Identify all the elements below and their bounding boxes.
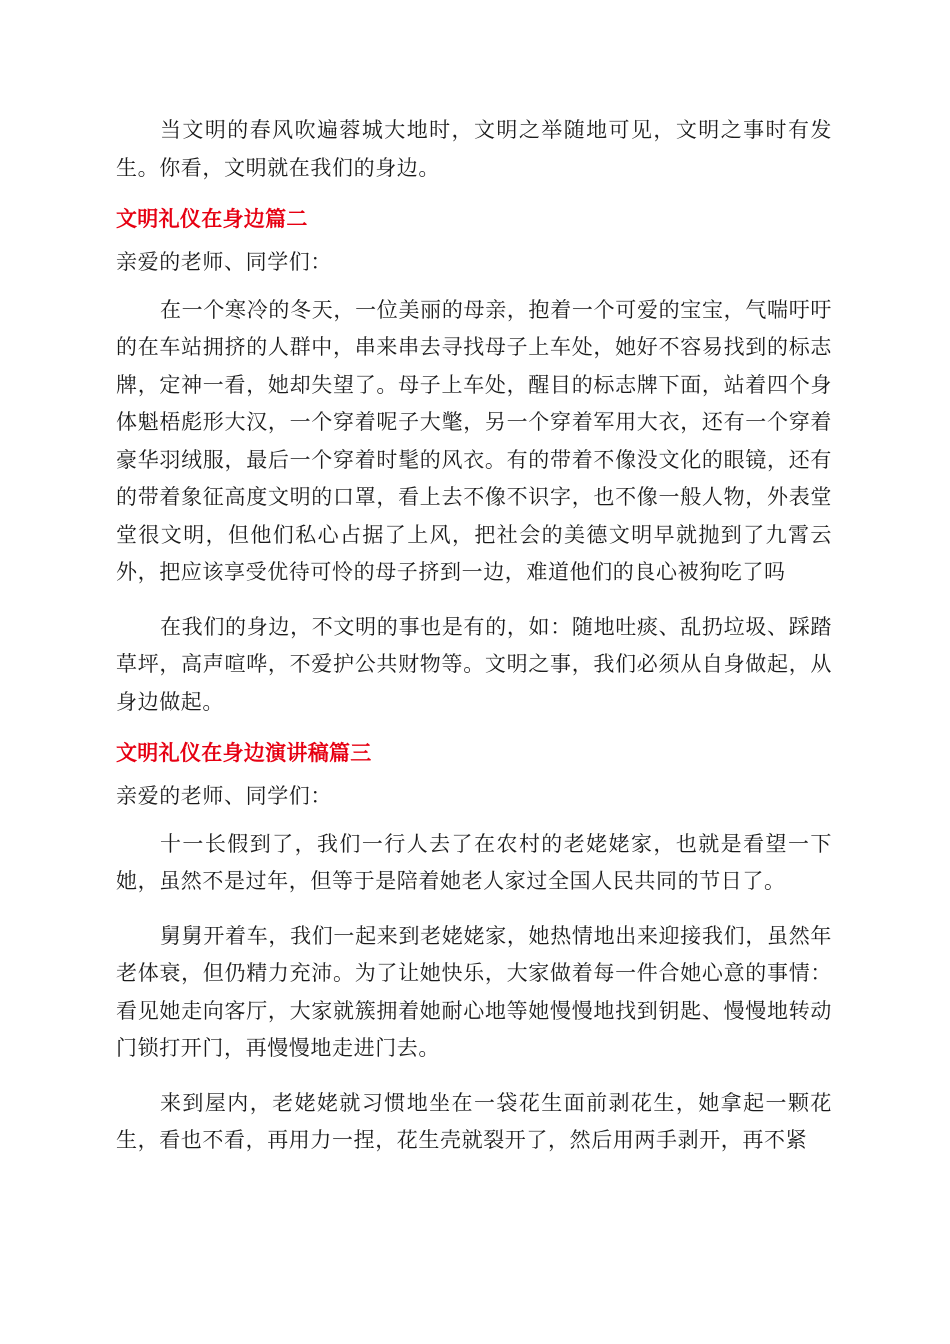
salutation: 亲爱的老师、同学们： [116, 250, 332, 274]
body-paragraph: 来到屋内，老姥姥就习惯地坐在一袋花生面前剥花生，她拿起一颗花生，看也不看，再用力一捏，花生壳就裂开了，然后用两手剥开，再不紧 [116, 1090, 832, 1152]
salutation: 亲爱的老师、同学们： [116, 784, 332, 808]
body-paragraph: 在一个寒冷的冬天，一位美丽的母亲，抱着一个可爱的宝宝，气喘吁吁的在车站拥挤的人群中，串来串去寻找母子上车处，她好不容易找到的标志牌，定神一看，她却失望了。母子上车处，醒目的标志牌下面，站着四个身体魁梧彪形大汉，一个穿着呢子大氅，另一个穿着军用大衣，还有一个穿着豪华羽绒服，最后一个穿着时髦的风衣。有的带着不像没文化的眼镜，还有的带着象征高度文明的口罩，看上去不像不识字，也不像一般人物，外表堂堂很文明，但他们私心占据了上风，把社会的美德文明早就抛到了九霄云外，把应该享受优待可怜的母子挤到一边，难道他们的良心被狗吃了吗 [116, 297, 832, 584]
body-paragraph: 十一长假到了，我们一行人去了在农村的老姥姥家，也就是看望一下她，虽然不是过年，但等于是陪着她老人家过全国人民共同的节日了。 [116, 831, 832, 893]
section-heading-2: 文明礼仪在身边篇二 [116, 207, 308, 231]
intro-paragraph: 当文明的春风吹遍蓉城大地时，文明之举随地可见，文明之事时有发生。你看，文明就在我们的身边。 [116, 118, 832, 180]
body-paragraph: 舅舅开着车，我们一起来到老姥姥家，她热情地出来迎接我们，虽然年老体衰，但仍精力充沛。为了让她快乐，大家做着每一件合她心意的事情：看见她走向客厅，大家就簇拥着她耐心地等她慢慢地找到钥匙、慢慢地转动门锁打开门，再慢慢地走进门去。 [116, 923, 832, 1060]
document-body [116, 112, 832, 1177]
section-heading-3: 文明礼仪在身边演讲稿篇三 [116, 741, 372, 765]
body-paragraph: 在我们的身边，不文明的事也是有的，如：随地吐痰、乱扔垃圾、踩踏草坪，高声喧哗，不爱护公共财物等。文明之事，我们必须从自身做起，从身边做起。 [116, 614, 832, 714]
